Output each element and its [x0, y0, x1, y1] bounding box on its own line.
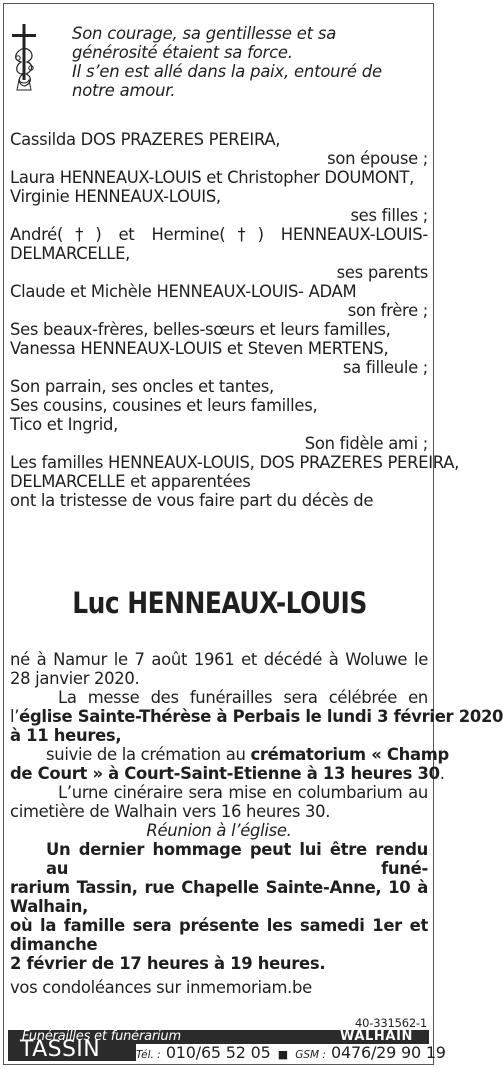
tribute-line: 2 février de 17 heures à 19 heures.: [10, 954, 326, 973]
mass-line: La messe des funérailles sera célébrée en: [58, 688, 428, 707]
memorial-quote: [72, 24, 422, 100]
family-line: Les familles HENNEAUX-LOUIS, DOS PRAZERES PEREIRA,: [10, 453, 460, 472]
gsm-label: GSM :: [295, 1049, 326, 1061]
cremation-line: [10, 745, 449, 764]
separator-dot: ■: [277, 1048, 289, 1061]
gsm-number: 0476/29 90 19: [331, 1043, 446, 1062]
birth-death-line: né à Namur le 7 août 1961 et décédé à Woluwe le: [10, 650, 428, 669]
cremation-text: suivie de la crémation au: [46, 745, 251, 764]
crematorium-location: de Court » à Court-Saint-Etienne à 13 heures 30: [10, 764, 440, 783]
brand-block: [8, 1037, 136, 1062]
brand-name: TASSIN: [20, 1037, 101, 1062]
banner-subtitle: Funérailles et funérarium: [22, 1029, 181, 1044]
relation-label: son frère ;: [347, 301, 428, 320]
quote-line: générosité étaient sa force.: [72, 43, 293, 62]
mass-line-text: l’: [10, 707, 20, 726]
relation-label: sa filleule ;: [342, 358, 428, 377]
mass-time: à 11 heures,: [10, 726, 122, 745]
family-line: Son parrain, ses oncles et tantes,: [10, 377, 274, 396]
quote-line: Il s’en est allé dans la paix, entouré de: [72, 62, 382, 81]
family-line: DELMARCELLE,: [10, 244, 131, 263]
funeral-details: [10, 650, 503, 997]
quote-line: notre amour.: [72, 81, 176, 100]
banner-town: WALHAIN: [340, 1029, 413, 1044]
announcement-line: ont la tristesse de vous faire part du décès de: [10, 491, 374, 510]
family-line: Vanessa HENNEAUX-LOUIS et Steven MERTENS,: [10, 339, 389, 358]
contact-numbers: [136, 1044, 446, 1061]
tribute-line: rarium Tassin, rue Chapelle Sainte-Anne, 10 à Walhain,: [10, 878, 428, 916]
family-line: Virginie HENNEAUX-LOUIS,: [10, 187, 221, 206]
church-name: église Sainte-Thérèse à Perbais le lundi 3 février 2020: [19, 707, 503, 726]
tribute-line: où la famille sera présente les samedi 1er et dimanche: [10, 916, 428, 954]
cremation-period: .: [439, 764, 445, 783]
tribute-line: Un dernier hommage peut lui être rendu au funé-: [46, 840, 428, 878]
family-line: Cassilda DOS PRAZERES PEREIRA,: [10, 130, 281, 149]
urn-line: cimetière de Walhain vers 16 heures 30.: [10, 802, 331, 821]
family-line: André(†) et Hermine(†) HENNEAUX-LOUIS-: [10, 225, 428, 244]
family-line: Ses cousins, cousines et leurs familles,: [10, 396, 318, 415]
cremation-line: [10, 764, 445, 783]
condolences-line: vos condoléances sur inmemoriam.be: [10, 978, 312, 997]
family-announcement: [10, 130, 460, 510]
mass-line: [10, 707, 503, 726]
tel-number: 010/65 52 05: [165, 1043, 271, 1062]
family-line: DELMARCELLE et apparentées: [10, 472, 251, 491]
family-line: Claude et Michèle HENNEAUX-LOUIS- ADAM: [10, 282, 357, 301]
relation-label: ses parents: [336, 263, 428, 282]
family-line: Ses beaux-frères, belles-sœurs et leurs familles,: [10, 320, 391, 339]
crematorium-name: crématorium « Champ: [250, 745, 449, 764]
relation-label: son épouse ;: [327, 149, 428, 168]
urn-line: L’urne cinéraire sera mise en columbarium au: [58, 783, 428, 802]
cross-with-flowers-icon: [9, 24, 39, 94]
deceased-name: Luc HENNEAUX-LOUIS: [72, 586, 367, 620]
reference-number: 40-331562-1: [355, 1016, 427, 1030]
funeral-home-banner: [8, 1029, 446, 1062]
family-line: Tico et Ingrid,: [10, 415, 119, 434]
tel-label: Tél. :: [136, 1049, 161, 1061]
relation-label: Son fidèle ami ;: [304, 434, 428, 453]
reunion-line: Réunion à l’église.: [146, 821, 292, 840]
family-line: Laura HENNEAUX-LOUIS et Christopher DOUMONT,: [10, 168, 415, 187]
relation-label: ses filles ;: [350, 206, 428, 225]
quote-line: Son courage, sa gentillesse et sa: [72, 24, 337, 43]
birth-death-line: 28 janvier 2020.: [10, 669, 140, 688]
